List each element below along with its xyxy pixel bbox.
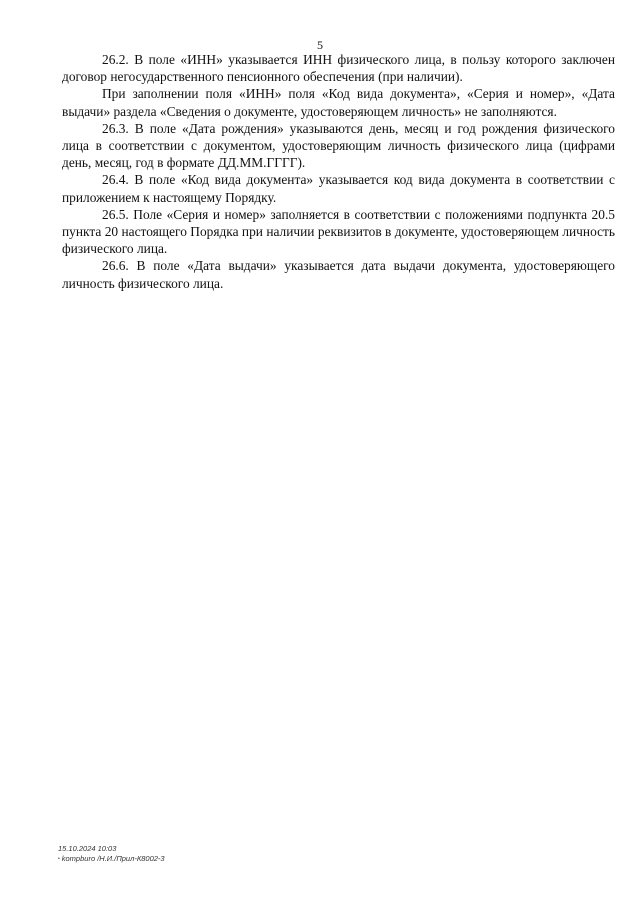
footer-path: kompburo /Н.И./Прил-К8002-3 <box>61 854 165 863</box>
paragraph-26-3: 26.3. В поле «Дата рождения» указываются день, месяц и год рождения физического лица в соответствии с документом, удостоверяющим личность физического лица (цифрами день, месяц, год в формате ДД.ММ.ГГГГ). <box>62 120 615 171</box>
footer-path-line <box>58 854 165 864</box>
paragraph-26-6: 26.6. В поле «Дата выдачи» указывается дата выдачи документа, удостоверяющего личность физического лица. <box>62 258 615 291</box>
document-body <box>62 51 615 292</box>
footer-timestamp: 15.10.2024 10:03 <box>58 844 117 853</box>
footer-bullet: • <box>58 856 60 863</box>
paragraph-26-2: 26.2. В поле «ИНН» указывается ИНН физического лица, в пользу которого заключен договор негосударственного пенсионного обеспечения (при наличии). <box>62 52 615 85</box>
paragraph-26-4: 26.4. В поле «Код вида документа» указывается код вида документа в соответствии с приложением к настоящему Порядку. <box>62 172 615 205</box>
paragraph-26-5: 26.5. Поле «Серия и номер» заполняется в соответствии с положениями подпункта 20.5 пункта 20 настоящего Порядка при наличии реквизитов в документе, удостоверяющем личность физического лица. <box>62 206 615 257</box>
paragraph-inn-note: При заполнении поля «ИНН» поля «Код вида документа», «Серия и номер», «Дата выдачи» раздела «Сведения о документе, удостоверяющем личность» не заполняются. <box>62 86 615 119</box>
page-number: 5 <box>317 38 323 52</box>
print-footer <box>58 844 165 864</box>
